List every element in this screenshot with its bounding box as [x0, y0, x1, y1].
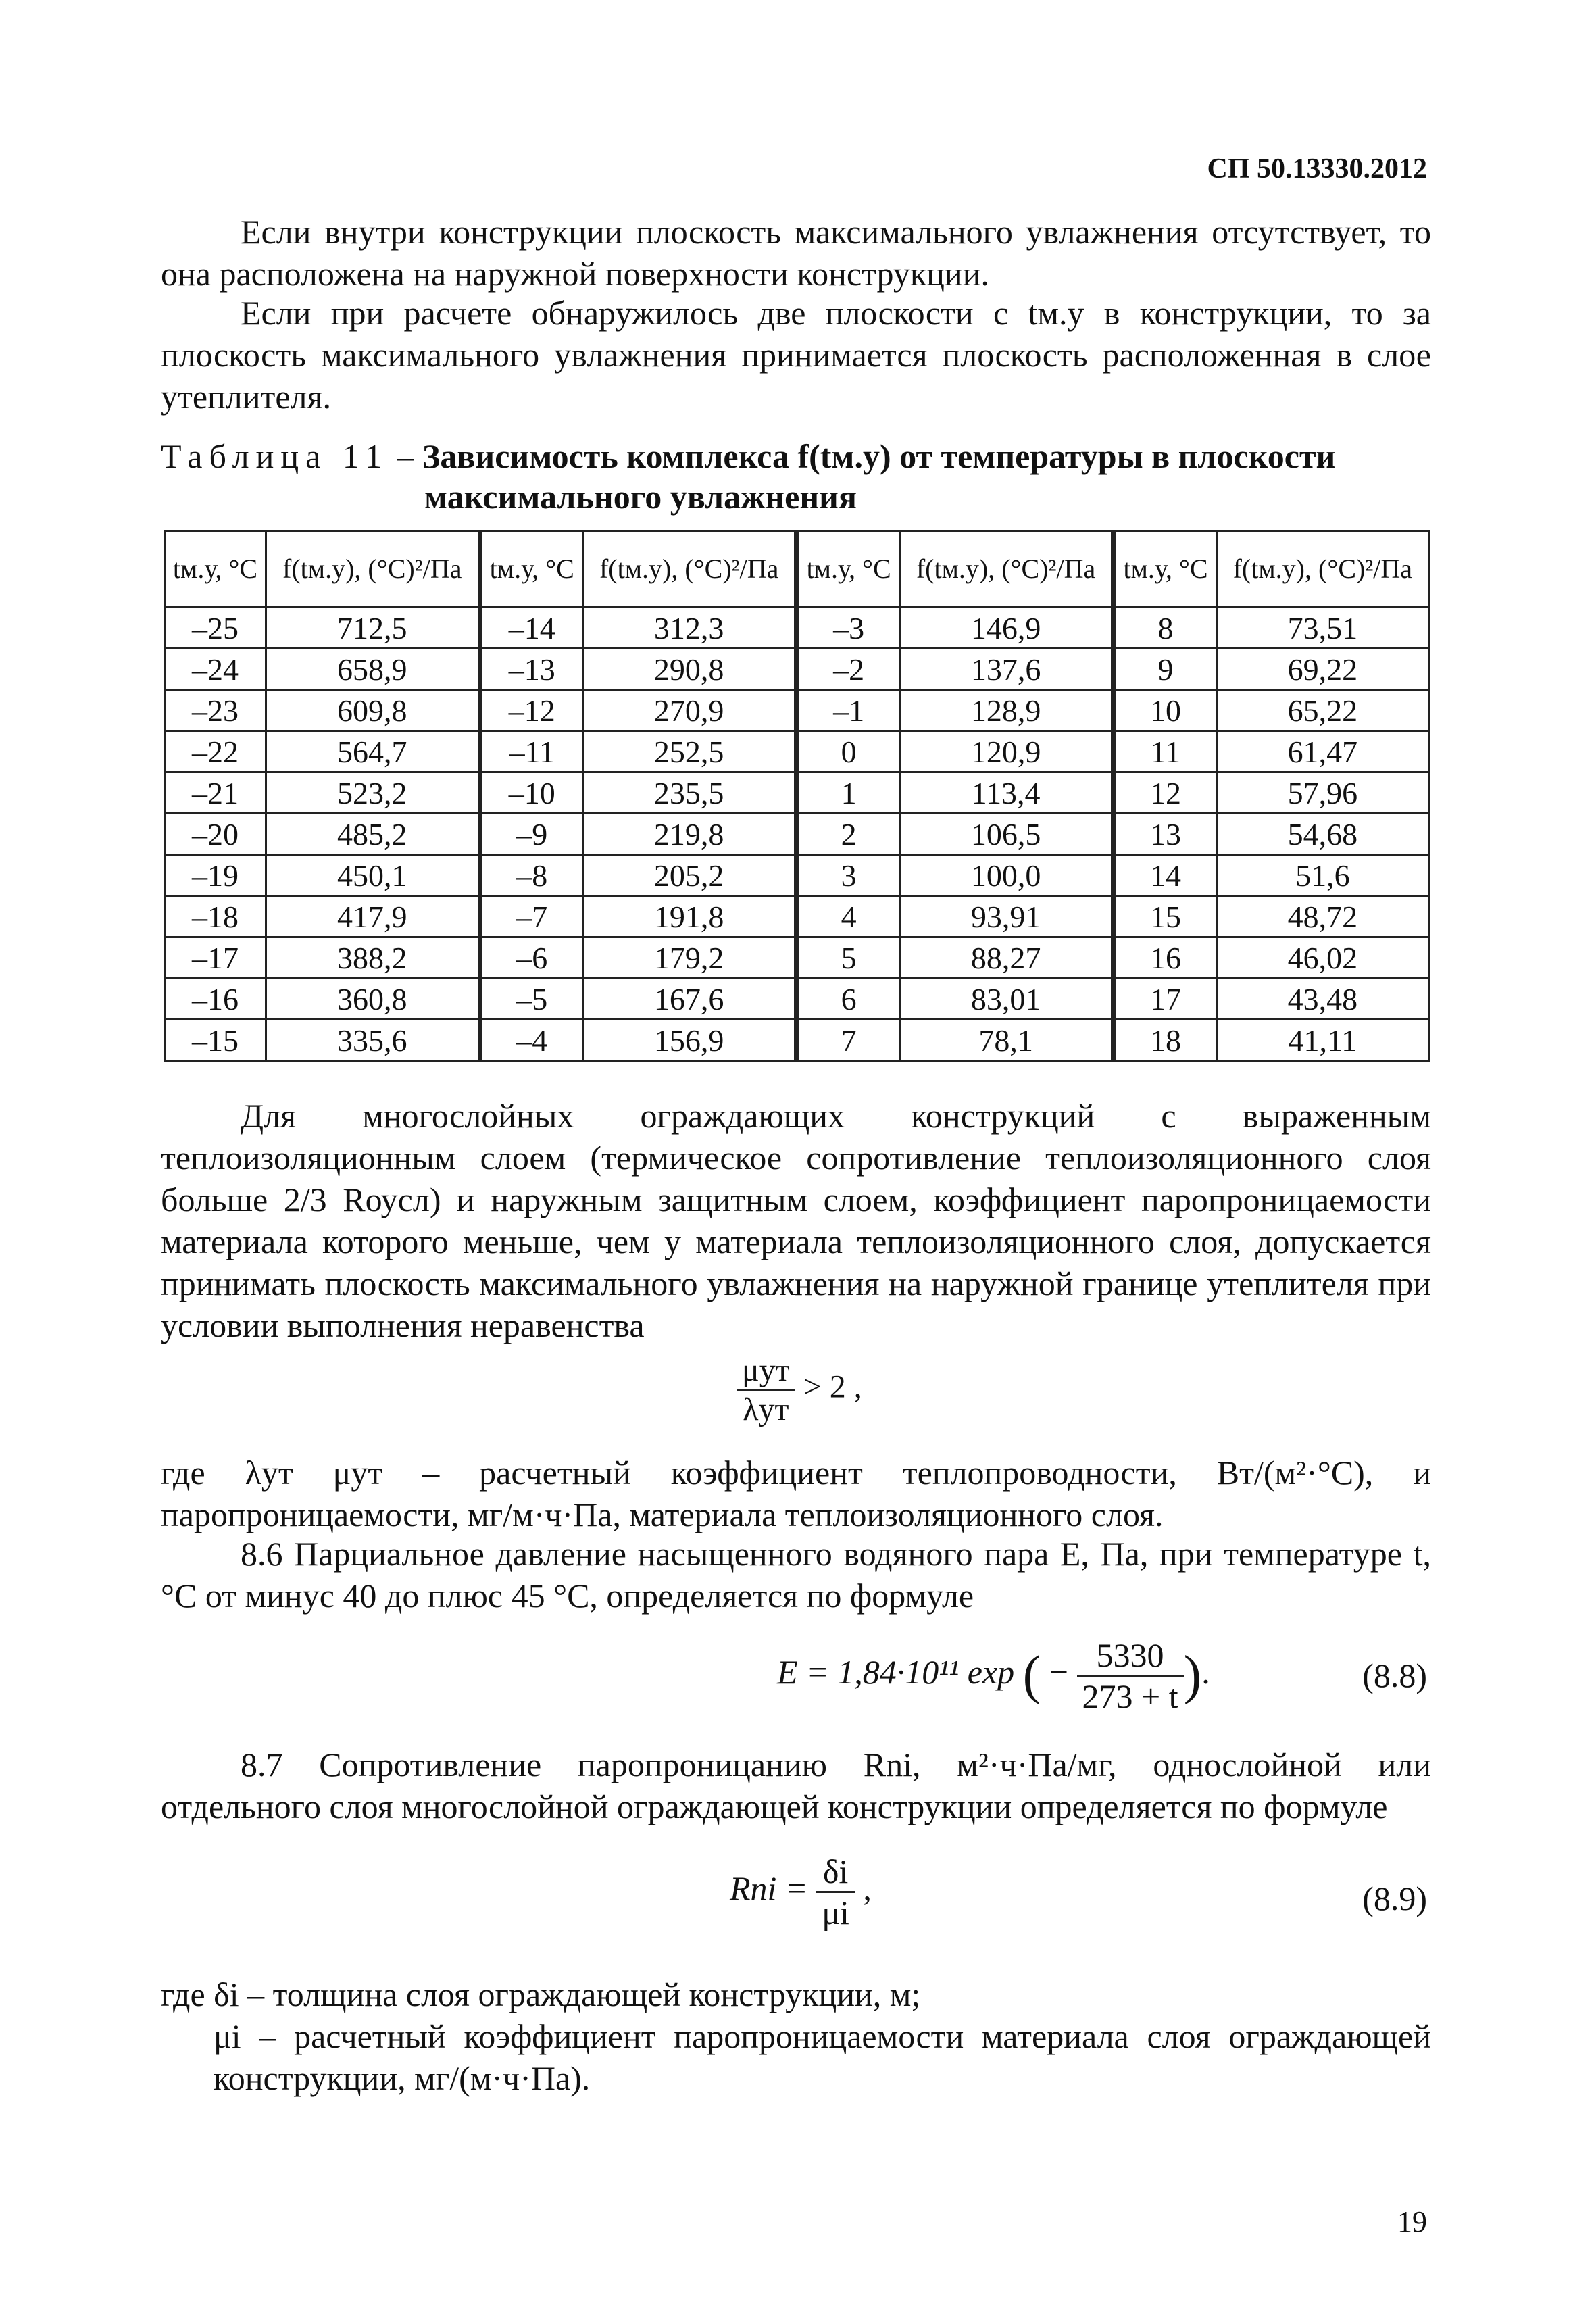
formula-8-9-lhs: Rni =: [730, 1869, 808, 1907]
cell-f-value: 205,2: [582, 855, 797, 896]
cell-temperature: –8: [480, 855, 582, 896]
cell-temperature: 7: [797, 1020, 899, 1061]
cell-temperature: 5: [797, 937, 899, 979]
cell-temperature: –21: [165, 772, 266, 814]
cell-f-value: 179,2: [582, 937, 797, 979]
cell-f-value: 146,9: [899, 608, 1114, 649]
cell-f-value: 41,11: [1216, 1020, 1428, 1061]
cell-temperature: –13: [480, 649, 582, 690]
cell-f-value: 270,9: [582, 690, 797, 731]
fraction-denominator: λут: [743, 1392, 789, 1427]
cell-f-value: 51,6: [1216, 855, 1428, 896]
inequality-formula: [737, 1352, 862, 1428]
cell-temperature: –4: [480, 1020, 582, 1061]
cell-temperature: –6: [480, 937, 582, 979]
cell-temperature: –12: [480, 690, 582, 731]
cell-temperature: 8: [1114, 608, 1216, 649]
cell-temperature: –2: [797, 649, 899, 690]
cell-temperature: 6: [797, 979, 899, 1020]
cell-f-value: 252,5: [582, 731, 797, 772]
fraction-numerator: 5330: [1077, 1635, 1184, 1677]
table-label: Таблица 11: [161, 437, 389, 475]
cell-temperature: 10: [1114, 690, 1216, 731]
cell-temperature: –17: [165, 937, 266, 979]
page-number: 19: [1397, 2205, 1427, 2238]
table-body: [165, 608, 1429, 1061]
equation-number: (8.8): [1362, 1656, 1427, 1694]
document-header: СП 50.13330.2012: [1207, 153, 1427, 184]
cell-temperature: 0: [797, 731, 899, 772]
cell-f-value: 113,4: [899, 772, 1114, 814]
cell-f-value: 335,6: [266, 1020, 480, 1061]
cell-temperature: –9: [480, 814, 582, 855]
definition-mu: μi – расчетный коэффициент паропроницаемости материала слоя ограждающей конструкции, мг/(м·ч·Па).: [214, 2017, 1431, 2097]
cell-f-value: 219,8: [582, 814, 797, 855]
cell-temperature: –1: [797, 690, 899, 731]
formula-8-8-lhs: E = 1,84·10¹¹ exp: [777, 1652, 1015, 1691]
cell-temperature: 16: [1114, 937, 1216, 979]
cell-f-value: 388,2: [266, 937, 480, 979]
cell-f-value: 523,2: [266, 772, 480, 814]
cell-temperature: –14: [480, 608, 582, 649]
table-11: [164, 530, 1430, 1062]
table-row: [165, 937, 1429, 979]
header-f: f(tм.у), (°C)²/Па: [582, 531, 797, 608]
paragraph-6: 8.7 Сопротивление паропроницанию Rni, м²·ч·Па/мг, однослойной или отдельного слоя многослойной ограждающей конструкции определяется по формуле: [161, 1746, 1431, 1825]
formula-8-8-fraction: [1077, 1635, 1184, 1716]
cell-f-value: 65,22: [1216, 690, 1428, 731]
cell-temperature: –7: [480, 896, 582, 937]
cell-temperature: 9: [1114, 649, 1216, 690]
header-f: f(tм.у), (°C)²/Па: [1216, 531, 1428, 608]
cell-f-value: 137,6: [899, 649, 1114, 690]
cell-temperature: –11: [480, 731, 582, 772]
cell-temperature: 2: [797, 814, 899, 855]
table-header-row: [165, 531, 1429, 608]
cell-f-value: 128,9: [899, 690, 1114, 731]
cell-f-value: 88,27: [899, 937, 1114, 979]
table-row: [165, 1020, 1429, 1061]
cell-f-value: 43,48: [1216, 979, 1428, 1020]
cell-temperature: 18: [1114, 1020, 1216, 1061]
table-row: [165, 855, 1429, 896]
header-t: tм.у, °C: [165, 531, 266, 608]
cell-f-value: 106,5: [899, 814, 1114, 855]
cell-temperature: 4: [797, 896, 899, 937]
cell-temperature: 1: [797, 772, 899, 814]
cell-f-value: 48,72: [1216, 896, 1428, 937]
cell-f-value: 191,8: [582, 896, 797, 937]
cell-f-value: 78,1: [899, 1020, 1114, 1061]
table-row: [165, 731, 1429, 772]
cell-temperature: 12: [1114, 772, 1216, 814]
cell-temperature: –24: [165, 649, 266, 690]
table-row: [165, 690, 1429, 731]
header-t: tм.у, °C: [480, 531, 582, 608]
cell-f-value: 609,8: [266, 690, 480, 731]
header-t: tм.у, °C: [1114, 531, 1216, 608]
cell-f-value: 658,9: [266, 649, 480, 690]
cell-f-value: 100,0: [899, 855, 1114, 896]
cell-f-value: 83,01: [899, 979, 1114, 1020]
cell-f-value: 69,22: [1216, 649, 1428, 690]
inequality-rhs: > 2 ,: [803, 1369, 862, 1405]
cell-temperature: –15: [165, 1020, 266, 1061]
fraction-denominator: 273 + t: [1082, 1677, 1178, 1715]
cell-f-value: 120,9: [899, 731, 1114, 772]
cell-temperature: –5: [480, 979, 582, 1020]
header-f: f(tм.у), (°C)²/Па: [266, 531, 480, 608]
table-row: [165, 608, 1429, 649]
definition-delta: где δi – толщина слоя ограждающей конструкции, м;: [161, 1975, 921, 2013]
cell-f-value: 73,51: [1216, 608, 1428, 649]
cell-temperature: –20: [165, 814, 266, 855]
table-row: [165, 896, 1429, 937]
cell-f-value: 61,47: [1216, 731, 1428, 772]
cell-f-value: 156,9: [582, 1020, 797, 1061]
cell-f-value: 485,2: [266, 814, 480, 855]
caption-dash: –: [389, 437, 422, 475]
cell-f-value: 46,02: [1216, 937, 1428, 979]
cell-temperature: –23: [165, 690, 266, 731]
table-row: [165, 814, 1429, 855]
caption-title-line2: максимального увлажнения: [424, 478, 857, 516]
caption-title-line1: Зависимость комплекса f(tм.у) от температуры в плоскости: [422, 437, 1336, 475]
cell-f-value: 312,3: [582, 608, 797, 649]
cell-temperature: 13: [1114, 814, 1216, 855]
cell-temperature: –25: [165, 608, 266, 649]
paragraph-5: 8.6 Парциальное давление насыщенного водяного пара E, Па, при температуре t, °С от минус 40 до плюс 45 °С, определяется по формуле: [161, 1535, 1431, 1615]
cell-f-value: 57,96: [1216, 772, 1428, 814]
cell-f-value: 450,1: [266, 855, 480, 896]
header-f: f(tм.у), (°C)²/Па: [899, 531, 1114, 608]
cell-temperature: –3: [797, 608, 899, 649]
cell-temperature: –16: [165, 979, 266, 1020]
paragraph-4: где λут μут – расчетный коэффициент теплопроводности, Вт/(м²·°С), и паропроницаемости, мг/м·ч·Па, материала теплоизоляционного слоя.: [161, 1454, 1431, 1533]
paragraph-7: [161, 1973, 1431, 2099]
paragraph-1: Если внутри конструкции плоскость максимального увлажнения отсутствует, то она расположена на наружной поверхности конструкции.: [161, 213, 1431, 293]
header-t: tм.у, °C: [797, 531, 899, 608]
cell-temperature: 17: [1114, 979, 1216, 1020]
cell-temperature: –10: [480, 772, 582, 814]
table-row: [165, 979, 1429, 1020]
fraction-numerator: δi: [816, 1852, 855, 1893]
cell-temperature: –19: [165, 855, 266, 896]
cell-f-value: 54,68: [1216, 814, 1428, 855]
cell-f-value: 167,6: [582, 979, 797, 1020]
cell-f-value: 712,5: [266, 608, 480, 649]
formula-8-8-expression: E = 1,84·10¹¹ exp ( − $\frac{5330}{273 + t}$ ).: [777, 1636, 1210, 1715]
cell-temperature: 15: [1114, 896, 1216, 937]
cell-temperature: –22: [165, 731, 266, 772]
inequality-fraction: [737, 1352, 795, 1428]
paragraph-2: Если при расчете обнаружилось две плоскости с tм.у в конструкции, то за плоскость максимального увлажнения принимается плоскость расположенная в слое утеплителя.: [161, 294, 1431, 416]
cell-temperature: –18: [165, 896, 266, 937]
fraction-denominator: μi: [822, 1894, 849, 1931]
formula-8-9-expression: Rni = $\frac{\delta i}{\mu i}$ ,: [730, 1852, 872, 1931]
cell-f-value: 360,8: [266, 979, 480, 1020]
cell-f-value: 564,7: [266, 731, 480, 772]
cell-temperature: 3: [797, 855, 899, 896]
cell-temperature: 14: [1114, 855, 1216, 896]
cell-f-value: 235,5: [582, 772, 797, 814]
formula-8-9-fraction: [816, 1852, 855, 1932]
cell-f-value: 417,9: [266, 896, 480, 937]
fraction-numerator: μут: [737, 1352, 795, 1391]
cell-f-value: 93,91: [899, 896, 1114, 937]
paragraph-3: Для многослойных ограждающих конструкций с выраженным теплоизоляционным слоем (термическое сопротивление теплоизоляционного слоя больше 2/3 Rоусл) и наружным защитным слоем, коэффициент паропроницаемости материала которого меньше, чем у материала теплоизоляционного слоя, допускается принимать плоскость максимального увлажнения на наружной границе утеплителя при условии выполнения неравенства: [161, 1097, 1431, 1344]
table-row: [165, 649, 1429, 690]
cell-f-value: 290,8: [582, 649, 797, 690]
table-row: [165, 772, 1429, 814]
table-caption: [161, 436, 1431, 517]
equation-number: (8.9): [1362, 1879, 1427, 1917]
cell-temperature: 11: [1114, 731, 1216, 772]
